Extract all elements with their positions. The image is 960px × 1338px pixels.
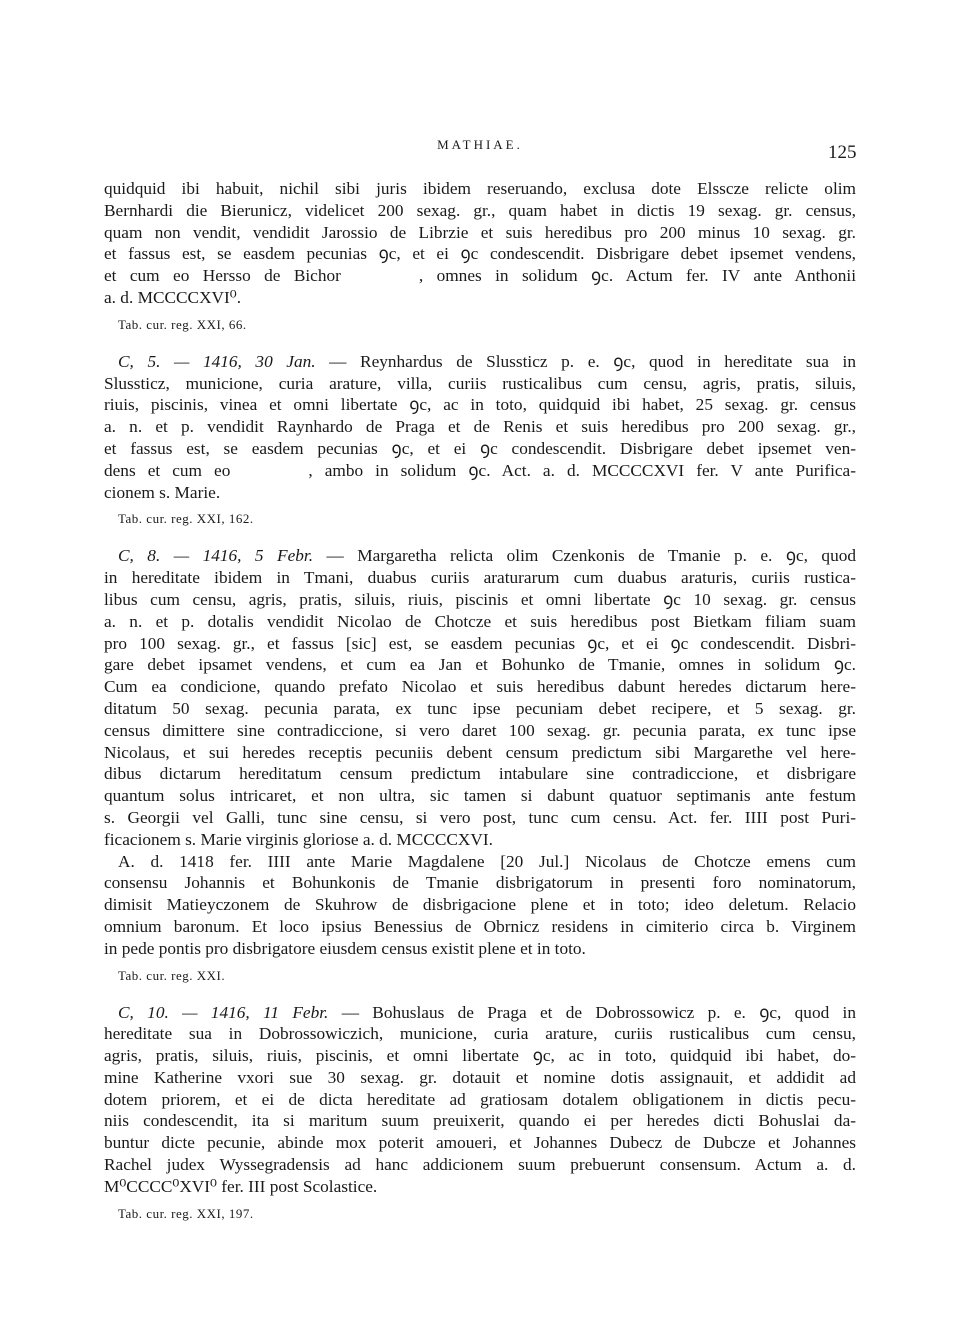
source-reference: Tab. cur. reg. XXI, 162. bbox=[118, 511, 254, 527]
text-line: M⁰CCCC⁰XVI⁰ fer. III post Scolastice. bbox=[104, 1176, 378, 1196]
text-line: a. d. MCCCCXVI⁰. bbox=[104, 287, 242, 307]
text-line: census dimittere sine contradiccione, si vero daret 100 sexag. gr. pecunia parata, ex tunc ipse bbox=[104, 720, 856, 740]
text-segment: , ambo in solidum ꝯc. Act. a. d. MCCCCXVI fer. V ante Purifica- bbox=[308, 460, 856, 480]
text-line: pro 100 sexag. gr., et fassus [sic] est, se easdem pecunias ꝯc, et ei ꝯc condescendit. Disbri- bbox=[104, 633, 856, 653]
text-line: in pede pontis pro disbrigatore eiusdem census existit plene et in toto. bbox=[104, 938, 586, 958]
text-line bbox=[104, 351, 856, 373]
text-line: buntur dicte pecunie, abinde mox poterit amoueri, et Johannes Dubecz de Dubcze et Johannes bbox=[104, 1133, 856, 1153]
text-line: ficacionem s. Marie virginis gloriose a. d. MCCCCXVI. bbox=[104, 829, 493, 849]
text-line: Rachel judex Wyssegradensis ad hanc addicionem suum prebuerunt consensum. Actum a. d. bbox=[104, 1155, 856, 1175]
source-reference: Tab. cur. reg. XXI, 66. bbox=[118, 316, 247, 332]
text-segment: — Margaretha relicta olim Czenkonis de Tmanie p. e. ꝯc, quod bbox=[326, 546, 856, 566]
page-number: 125 bbox=[828, 142, 857, 163]
text-line: riuis, piscinis, vinea et omni libertate ꝯc, ac in toto, quidquid ibi habet, 25 sexag. gr. census bbox=[104, 395, 856, 415]
text-line: Bernhardi die Bierunicz, videlicet 200 sexag. gr., quam habet in dictis 19 sexag. gr. census, bbox=[104, 200, 856, 220]
source-reference: Tab. cur. reg. XXI. bbox=[118, 967, 226, 983]
text-line: et fassus est, se easdem pecunias ꝯc, et ei ꝯc condescendit. Disbrigare debet ipsemet ven- bbox=[104, 438, 856, 458]
text-line: Cum ea condicione, quando prefato Nicolao et suis heredibus dabunt heredes dictarum here- bbox=[104, 677, 856, 697]
text-line: a. n. et p. dotalis vendidit Nicolao de Chotcze et suis heredibus post Bietkam filiam suam bbox=[104, 611, 856, 631]
text-line: quidquid ibi habuit, nichil sibi juris ibidem reseruando, exclusa dote Elsscze relicte olim bbox=[104, 179, 856, 198]
text-line: dibus dictarum hereditatum censum predictum intabulare sine contradiccione, et disbrigare bbox=[104, 764, 856, 784]
text-line: niis condescendit, ita si maritum suum preuixerit, quando ei per heredes dicti Bohuslai da- bbox=[104, 1111, 856, 1131]
text-line: cionem s. Marie. bbox=[104, 482, 221, 502]
text-line: in hereditate ibidem in Tmani, duabus curiis araturarum cum duabus araturis, curiis rustica- bbox=[104, 568, 856, 588]
text-segment: — Reynhardus de Slussticz p. e. ꝯc, quod in hereditate sua in bbox=[329, 351, 856, 371]
text-segment: — Bohuslaus de Praga et de Dobrossowicz p. e. ꝯc, quod in bbox=[341, 1002, 857, 1022]
text-line bbox=[104, 460, 856, 482]
text-line: Nicolaus, et sui heredes receptis pecuniis debent censum predictum sibi Margarethe vel here- bbox=[104, 742, 856, 762]
text-line bbox=[104, 265, 856, 287]
text-line: s. Georgii vel Galli, tunc sine censu, si vero post, tunc cum censu. Act. fer. IIII post Puri- bbox=[104, 807, 856, 827]
running-head: MATHIAE. bbox=[437, 137, 523, 152]
entry-heading: C, 8. — 1416, 5 Febr. bbox=[118, 546, 314, 566]
text-segment: , omnes in solidum ꝯc. Actum fer. IV ante Anthonii bbox=[418, 266, 856, 286]
text-line: dimisit Matieyczonem de Skuhrow de disbrigacione plene et in toto; ideo deletum. Relacio bbox=[104, 895, 856, 915]
page-body bbox=[104, 178, 856, 1240]
text-line: dotem priorem, et ei de dicta hereditate ad gratiosam dotalem obligationem in dictis pecu- bbox=[104, 1089, 856, 1109]
entry-heading: C, 5. — 1416, 30 Jan. bbox=[118, 351, 316, 371]
source-reference: Tab. cur. reg. XXI, 197. bbox=[118, 1205, 254, 1221]
text-line: quam non vendit, vendidit Jarossio de Librzie et suis heredibus pro 200 minus 10 sexag. gr. bbox=[104, 222, 856, 242]
text-line: mine Katherine vxori sue 30 sexag. gr. dotauit et nomine dotis assignauit, et addidit ad bbox=[104, 1067, 856, 1087]
text-line bbox=[104, 545, 856, 567]
entry-c8 bbox=[104, 545, 856, 985]
text-line: a. n. et p. vendidit Raynhardo de Praga et de Renis et suis heredibus pro 200 sexag. gr., bbox=[104, 417, 856, 437]
text-line: gare debet ipsamet vendens, et cum ea Jan et Bohunko de Tmanie, omnes in solidum ꝯc. bbox=[104, 655, 856, 675]
text-line: quantum solus intricaret, et non ultra, sic tamen si dabunt quatuor septimanis ante festum bbox=[104, 786, 856, 806]
entry-heading: C, 10. — 1416, 11 Febr. bbox=[118, 1002, 329, 1022]
text-line: hereditate sua in Dobrossowiczich, municione, curia arature, curiis rusticalibus cum censu, bbox=[104, 1024, 856, 1044]
text-line: omnium baronum. Et loco ipsius Benessius de Obrnicz residens in cimiterio circa b. Virginem bbox=[104, 916, 856, 936]
text-line bbox=[104, 1002, 856, 1024]
entry-c5 bbox=[104, 351, 856, 530]
text-line: libus cum censu, agris, pratis, siluis, riuis, piscinis et omni libertate ꝯc 10 sexag. gr. census bbox=[104, 589, 856, 609]
text-segment: dens et cum eo bbox=[104, 460, 231, 480]
text-line: consensu Johannis et Bohunkonis de Tmanie disbrigatorum in presenti foro nominatorum, bbox=[104, 873, 856, 893]
text-line: A. d. 1418 fer. IIII ante Marie Magdalene [20 Jul.] Nicolaus de Chotcze emens cum bbox=[118, 851, 856, 871]
entry-c10 bbox=[104, 1002, 856, 1224]
text-line: et fassus est, se easdem pecunias ꝯc, et ei ꝯc condescendit. Disbrigare debet ipsemet vendens, bbox=[104, 244, 856, 264]
text-line: ditatum 50 sexag. pecunia parata, ex tunc ipse pecuniam debet recipere, et 5 sexag. gr. bbox=[104, 698, 856, 718]
text-line: agris, pratis, siluis, riuis, piscinis, et omni libertate ꝯc, ac in toto, quidquid ibi habet, do- bbox=[104, 1046, 856, 1066]
text-segment: et cum eo Hersso de Bichor bbox=[104, 266, 341, 286]
entry-continuation bbox=[104, 178, 856, 335]
text-line: Slussticz, municione, curia arature, villa, curiis rusticalibus cum censu, agris, pratis, siluis, bbox=[104, 373, 856, 393]
